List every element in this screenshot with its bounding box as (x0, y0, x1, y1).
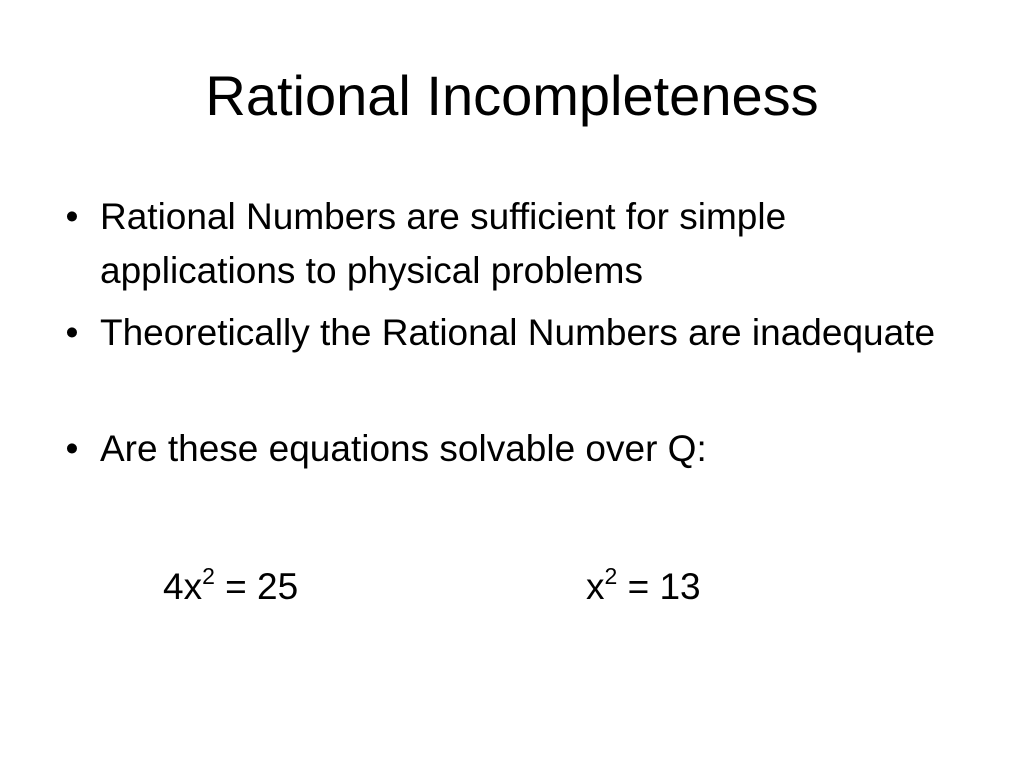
bullet-text: Are these equations solvable over Q: (100, 428, 707, 469)
equation-rest: = 13 (617, 566, 701, 607)
bullet-list (0, 190, 1024, 484)
bullet-item (0, 190, 1024, 298)
bullet-icon: • (65, 312, 79, 353)
equation-2 (586, 560, 701, 614)
bullet-icon: • (65, 196, 79, 237)
bullet-icon: • (65, 428, 79, 469)
equation-exponent: 2 (604, 562, 618, 589)
equation-1 (163, 560, 298, 614)
equation-base: x (586, 566, 605, 607)
equation-exponent: 2 (202, 562, 215, 589)
bullet-text: Theoretically the Rational Numbers are inadequate (100, 312, 936, 353)
slide-title: Rational Incompleteness (205, 64, 819, 127)
bullet-item (0, 422, 1024, 476)
bullet-text: Rational Numbers are sufficient for simple applications to physical problems (100, 196, 787, 291)
bullet-spacer (0, 368, 1024, 422)
equations-row (0, 560, 1024, 614)
equation-rest: = 25 (214, 566, 299, 607)
equation-base: 4x (163, 566, 203, 607)
bullet-item (0, 306, 1024, 360)
